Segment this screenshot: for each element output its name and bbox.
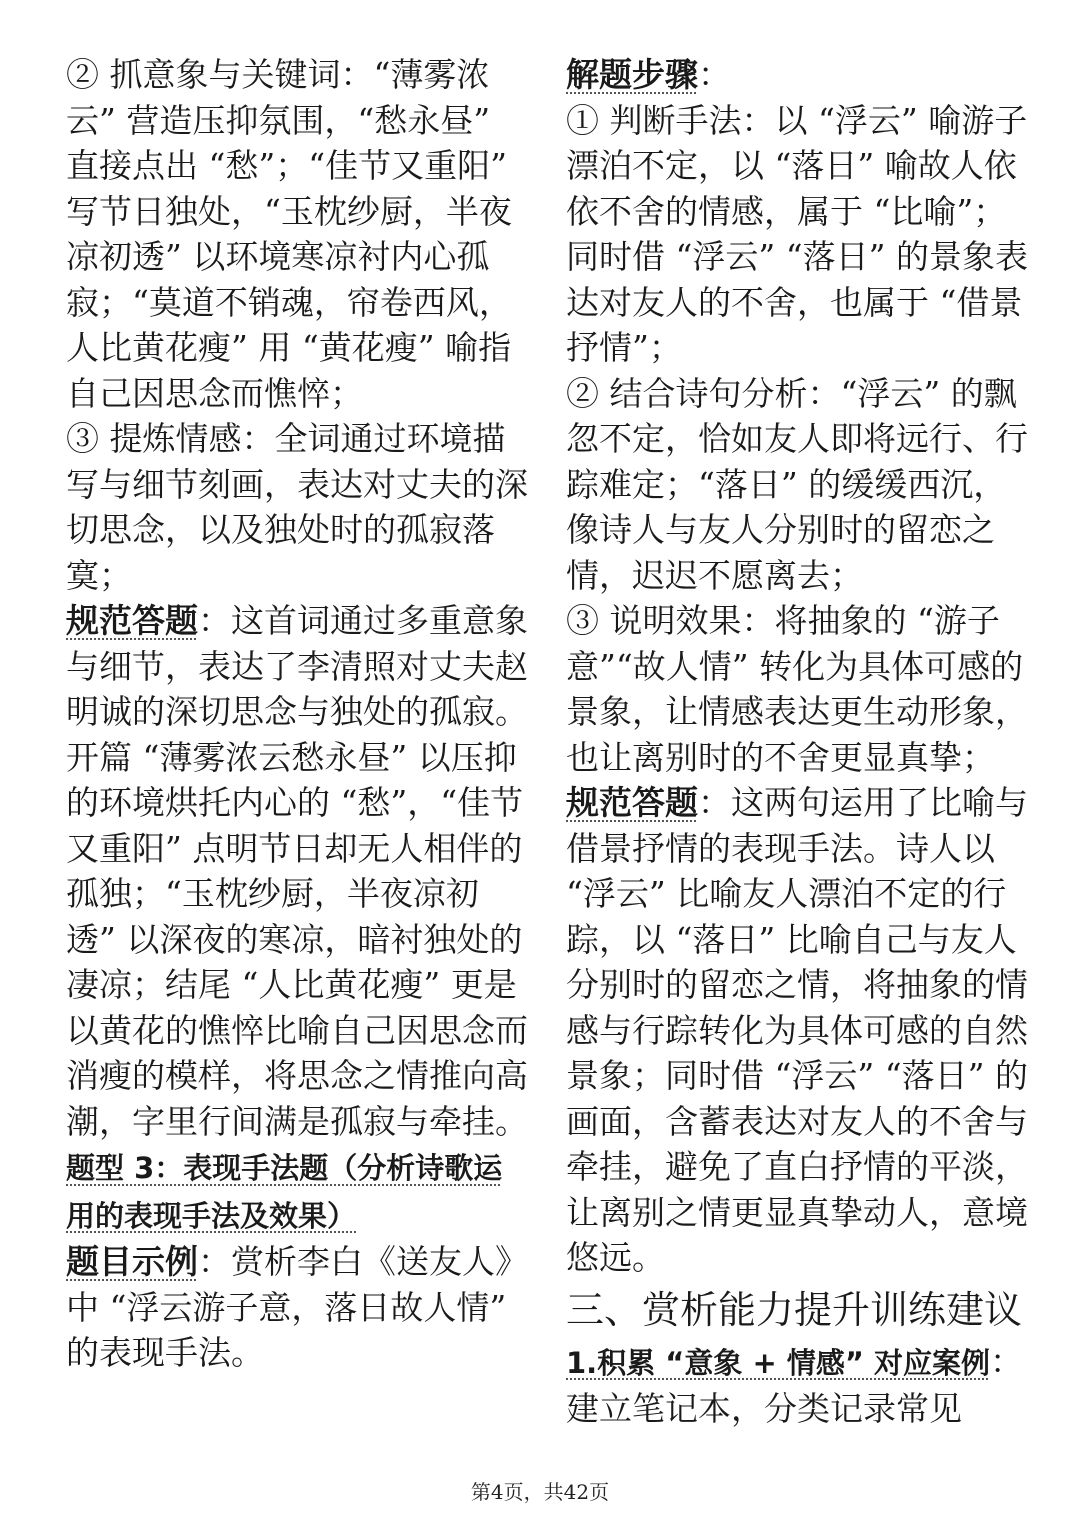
- item-1-colon: ：: [990, 1341, 1023, 1381]
- steps-label: 解题步骤: [566, 55, 698, 94]
- standard-answer-paragraph-2: [566, 780, 1028, 1281]
- example-colon: ：: [198, 1242, 231, 1281]
- item-1-label: 1.积累 “意象 + 情感” 对应案例: [566, 1345, 990, 1380]
- step-2: ② 结合诗句分析：“浮云” 的飘忽不定，恰如友人即将远行、行踪难定；“落日” 的缓缓西沉，像诗人与友人分别时的留恋之情，迟迟不愿离去；: [566, 373, 1028, 595]
- right-column: [566, 52, 1028, 1432]
- point-2-imagery: ② 抓意象与关键词：“薄雾浓云” 营造压抑氛围，“愁永昼” 直接点出 “愁”；“佳节又重阳” 写节日独处，“玉枕纱厨，半夜凉初透” 以环境寒凉衬内心孤寂；“莫道不销魂，帘卷西风，人比黄花瘦” 用 “黄花瘦” 喻指自己因思念而憔悴；: [66, 55, 512, 413]
- question-type-3-title: 题型 3：表现手法题（分析诗歌运用的表现手法及效果）: [66, 1151, 503, 1233]
- step-1: ① 判断手法：以 “浮云” 喻游子漂泊不定，以 “落日” 喻故人依依不舍的情感，属于 “比喻”；同时借 “浮云” “落日” 的景象表达对友人的不舍，也属于 “借景抒情”；: [566, 100, 1028, 367]
- standard-answer-label-2: 规范答题: [566, 783, 698, 822]
- point-3-emotion: ③ 提炼情感：全词通过环境描写与细节刻画，表达对丈夫的深切思念，以及独处时的孤寂落寞；: [66, 419, 528, 595]
- standard-answer-colon: ：: [198, 601, 231, 640]
- standard-answer-label: 规范答题: [66, 601, 198, 640]
- page-footer: 第4页，共42页: [470, 1480, 610, 1504]
- steps-colon: ：: [698, 55, 731, 94]
- item-1-text: 建立笔记本，分类记录常见: [566, 1389, 962, 1428]
- standard-answer-text-2: 这两句运用了比喻与借景抒情的表现手法。诗人以 “浮云” 比喻友人漂泊不定的行踪，以 “落日” 比喻自己与友人分别时的留恋之情，将抽象的情感与行踪转化为具体可感的自然景象；同时借 “浮云” “落日” 的画面，含蓄表达对友人的不舍与牵挂，避免了直白抒情的平淡，让离别之情更显真挚动人，意境悠远。: [566, 783, 1028, 1277]
- example-label: 题目示例: [66, 1242, 198, 1281]
- example-paragraph: [66, 1239, 528, 1376]
- step-3: ③ 说明效果：将抽象的 “游子意”“故人情” 转化为具体可感的景象，让情感表达更生动形象，也让离别时的不舍更显真挚；: [566, 601, 1028, 777]
- steps-heading: [566, 52, 1028, 98]
- standard-answer-paragraph: [66, 598, 528, 1144]
- example-text: 赏析李白《送友人》中 “浮云游子意，落日故人情” 的表现手法。: [66, 1242, 528, 1372]
- section-3-title: 三、赏析能力提升训练建议: [566, 1287, 1023, 1332]
- left-column: [66, 52, 528, 1376]
- question-type-3-heading: [66, 1144, 528, 1239]
- standard-answer-text: 这首词通过多重意象与细节，表达了李清照对丈夫赵明诚的深切思念与独处的孤寂。开篇 “薄雾浓云愁永昼” 以压抑的环境烘托内心的 “愁”，“佳节又重阳” 点明节日却无人相伴的孤独；“玉枕纱厨，半夜凉初透” 以深夜的寒凉，暗衬独处的凄凉；结尾 “人比黄花瘦” 更是以黄花的憔悴比喻自己因思念而消瘦的模样，将思念之情推向高潮，字里行间满是孤寂与牵挂。: [66, 601, 528, 1141]
- item-1-paragraph: [566, 1339, 1028, 1432]
- standard-answer-colon-2: ：: [698, 783, 731, 822]
